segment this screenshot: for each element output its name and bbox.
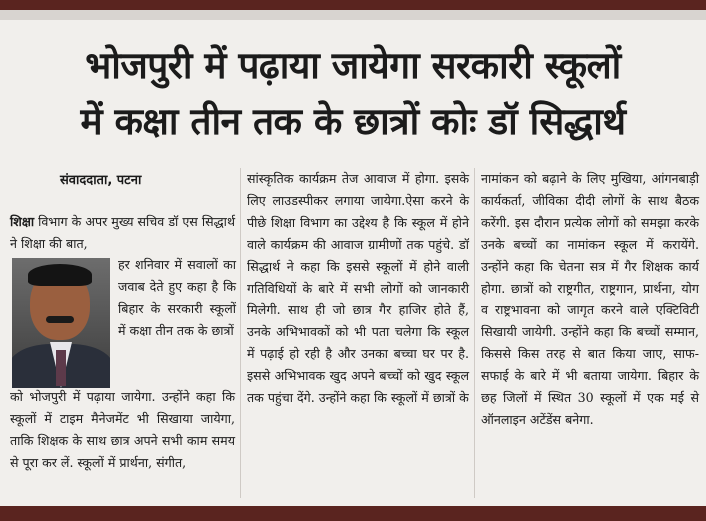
headline xyxy=(0,38,706,150)
column-divider-2 xyxy=(474,168,475,498)
column-divider-1 xyxy=(240,168,241,498)
portrait-photo xyxy=(12,258,110,388)
column-2-paragraph: सांस्कृतिक कार्यक्रम तेज आवाज में होगा. इसके लिए लाउडस्पीकर लगाया जायेगा.ऐसा करने के पीछे शिक्षा विभाग का उद्देश्य है कि स्कूल में होने वाले कार्यक्रम की आवाज ग्रामीणों तक पहुंचे. डॉ सिद्धार्थ ने कहा कि इससे स्कूलों में होने वाली गतिविधियों के बारे में सभी लोगों को जानकारी मिलेगी. साथ ही जो छात्र गैर हाजिर होते हैं, उनके अभिभावकों को भी पता चलेगा कि स्कूल में पढ़ाई हो रही है और उनका बच्चा घर पर है. इससे अभिभावक खुद अपने बच्चों को खुद स्कूल तक पहुंचा देंगे. उन्होंने कहा कि स्कूलों में छात्रों के xyxy=(247,171,469,406)
headline-line-1: भोजपुरी में पढ़ाया जायेगा सरकारी स्कूलों xyxy=(85,44,621,87)
column-3 xyxy=(481,168,699,431)
column-1-intro xyxy=(10,211,235,255)
top-band xyxy=(0,10,706,20)
bottom-border xyxy=(0,506,706,521)
lead-word: शिक्षा xyxy=(10,214,35,229)
column-3-paragraph: नामांकन को बढ़ाने के लिए मुखिया, आंगनबाड़ी कार्यकर्ता, जीविका दीदी लोगों के साथ बैठक करेंगी. इस दौरान प्रत्येक लोगों को समझा करके उनके बच्चों का नामांकन स्कूल में करायेंगे. उन्होंने कहा कि चेतना सत्र में गैर शिक्षक कार्य होगा. छात्रों को राष्ट्रगीत, राष्ट्रगान, प्रार्थना, योग व राष्ट्रभावना को जागृत करने वाले एक्टिविटी सिखायी जायेगी. उन्होंने कहा कि बच्चों सम्मान, किससे किस तरह से बात किया जाए, साफ-सफाई के बारे में भी बताया जायेगा. बिहार के छह जिलों में स्थित 30 स्कूलों में एक मई से ऑनलाइन अटेंडेंस बनेगा. xyxy=(481,171,699,427)
column-1-bottom xyxy=(10,386,235,474)
headline-line-2: में कक्षा तीन तक के छात्रों कोः डॉ सिद्धार्थ xyxy=(80,100,626,143)
newspaper-clipping xyxy=(0,20,706,506)
top-border xyxy=(0,0,706,10)
column-1-wrap-text xyxy=(118,254,236,342)
column-1-intro-text: विभाग के अपर मुख्य सचिव डॉ एस सिद्धार्थ ने शिक्षा की बात, xyxy=(10,214,235,251)
column-1-bottom-paragraph: को भोजपुरी में पढ़ाया जायेगा. उन्होंने कहा कि स्कूलों में टाइम मैनेजमेंट भी सिखाया जायेगा, ताकि शिक्षक के साथ छात्र अपने सभी काम समय से पूरा कर लें. स्कूलों में प्रार्थना, संगीत, xyxy=(10,389,235,470)
column-1-wrap-paragraph: हर शनिवार में सवालों का जवाब देते हुए कहा है कि बिहार के सरकारी स्कूलों में कक्षा तीन तक के छात्रों xyxy=(118,257,236,338)
dateline: संवाददाता, पटना xyxy=(60,173,142,188)
column-2 xyxy=(247,168,469,409)
